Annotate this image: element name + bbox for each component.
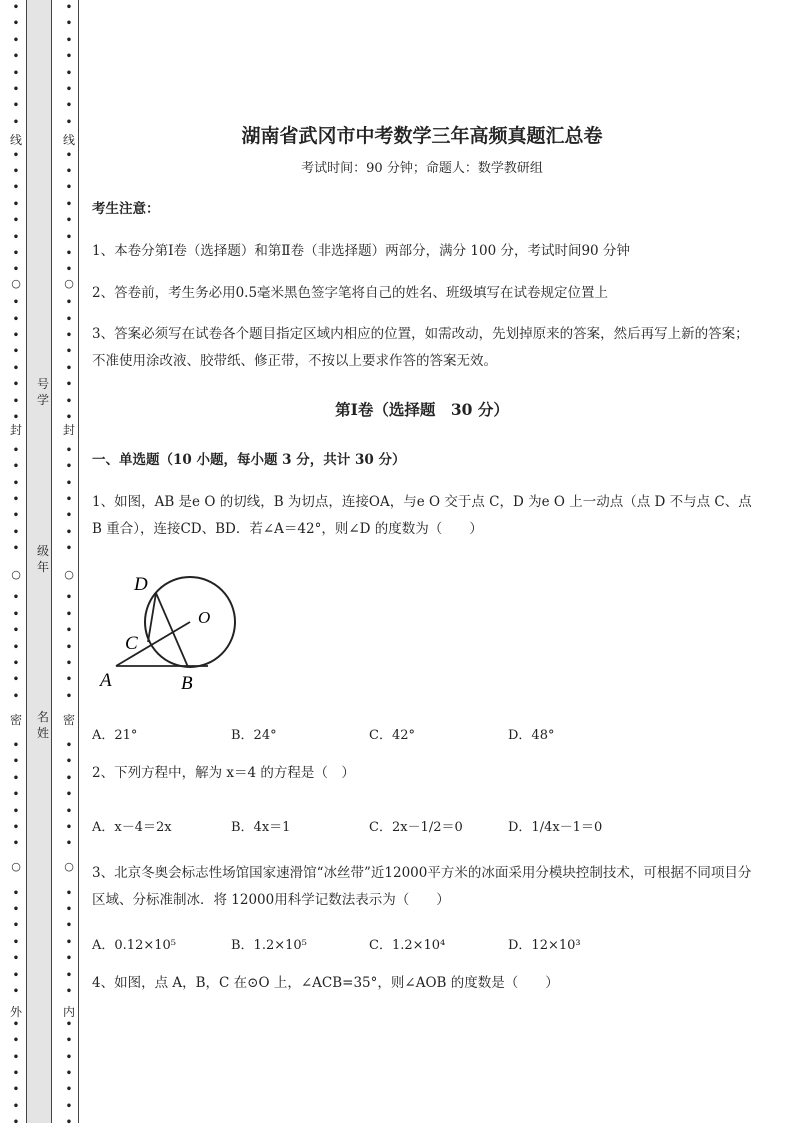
margin-mark-wai: 外 [10, 1005, 23, 1019]
margin-dot: • [12, 395, 20, 407]
section-title: 第Ⅰ卷（选择题 30 分） [335, 400, 509, 419]
page-title: 湖南省武冈市中考数学三年高频真题汇总卷 [241, 125, 603, 147]
margin-dot: • [65, 1051, 73, 1063]
margin-dot: • [65, 362, 73, 374]
margin-dot: • [65, 953, 73, 965]
point-label-d: D [134, 574, 148, 595]
binding-line-left [26, 0, 27, 1123]
margin-dot: • [12, 215, 20, 227]
margin-dot: • [12, 116, 20, 128]
margin-dot: • [12, 805, 20, 817]
margin-ring: ○ [64, 568, 74, 581]
margin-dot: • [65, 51, 73, 63]
margin-dot: • [65, 412, 73, 423]
option-a[interactable]: A．x－4＝2x [92, 820, 172, 835]
margin-dot: • [65, 822, 73, 833]
margin-dot: • [12, 756, 20, 768]
margin-dot: • [65, 461, 73, 473]
margin-dot: • [12, 674, 20, 686]
margin-mark-mi: 密 [10, 713, 23, 727]
question-3-options [92, 934, 752, 964]
question-3-stem: 3、北京冬奥会标志性场馆国家速滑馆“冰丝带”近12000平方米的冰面采用分模块控制技术，可根据不同项目分区域、分标准制冰．将 12000用科学记数法表示为（ ） [92, 865, 752, 908]
margin-dot: • [65, 231, 73, 243]
point-label-c: C [125, 633, 138, 654]
binding-line-right [78, 0, 79, 1123]
part-heading: 一、单选题（10 小题，每小题 3 分，共计 30 分） [92, 452, 406, 468]
margin-dot: • [65, 969, 73, 981]
margin-dot: • [12, 772, 20, 784]
margin-dot: • [12, 740, 20, 751]
margin-dot: • [12, 510, 20, 522]
option-d[interactable]: D．48° [508, 728, 555, 743]
option-a[interactable]: A．0.12×10⁵ [92, 938, 176, 953]
margin-dot: • [65, 149, 73, 161]
margin-dot: • [65, 526, 73, 538]
margin-dot: • [65, 346, 73, 358]
margin-dot: • [65, 395, 73, 407]
margin-dot: • [12, 51, 20, 63]
segment-dc [148, 593, 156, 642]
option-d[interactable]: D．12×10³ [508, 938, 581, 953]
margin-dot: • [12, 379, 20, 391]
margin-dot: • [12, 936, 20, 948]
margin-dot: • [12, 346, 20, 358]
margin-mark-xian: 线 [63, 133, 76, 147]
margin-dot: • [65, 1100, 73, 1112]
margin-dot: • [12, 608, 20, 620]
margin-dot: • [12, 412, 20, 423]
point-label-b: B [181, 673, 193, 693]
margin-dot: • [65, 936, 73, 948]
margin-dot: • [65, 100, 73, 112]
margin-dot: • [12, 1117, 20, 1129]
margin-dot: • [12, 100, 20, 112]
margin-dot: • [65, 1018, 73, 1030]
margin-dot: • [12, 362, 20, 374]
notice-item: 2、答卷前，考生务必用0.5毫米黑色签字笔将自己的姓名、班级填写在试卷规定位置上 [92, 285, 609, 301]
question-1-options [92, 724, 752, 754]
margin-dot: • [12, 231, 20, 243]
margin-dot: • [65, 84, 73, 95]
margin-dot: • [12, 822, 20, 833]
margin-dot: • [65, 198, 73, 210]
option-c[interactable]: C．42° [369, 728, 415, 743]
margin-mark-feng: 封 [10, 423, 23, 437]
margin-dot: • [65, 641, 73, 653]
margin-dot: • [12, 1051, 20, 1063]
margin-dot: • [12, 264, 20, 276]
question-1-stem: 1、如图，AB 是e O 的切线，B 为切点，连接OA，与e O 交于点 C，D 为e O 上一动点（点 D 不与点 C、点 B 重合），连接CD、BD．若∠A＝42°，则∠D 的度数为（ ） [92, 494, 752, 537]
margin-dot: • [12, 166, 20, 177]
margin-dot: • [65, 34, 73, 46]
margin-dot: • [12, 526, 20, 538]
margin-ring: ○ [11, 568, 21, 581]
margin-dot: • [65, 674, 73, 686]
margin-label-nianji: 级 年 [36, 544, 49, 574]
margin-dot: • [65, 2, 73, 13]
margin-mark-mi: 密 [63, 713, 76, 727]
margin-dot: • [12, 477, 20, 489]
margin-dot: • [65, 1035, 73, 1047]
margin-mark-feng: 封 [63, 423, 76, 437]
margin-dot: • [65, 67, 73, 79]
margin-dot: • [65, 1117, 73, 1129]
margin-dot: • [12, 444, 20, 456]
margin-mark-xian: 线 [10, 133, 23, 147]
margin-dot: • [12, 1084, 20, 1096]
margin-dot: • [65, 740, 73, 751]
margin-mark-nei: 内 [63, 1005, 76, 1019]
margin-dot: • [65, 215, 73, 227]
margin-ring: ○ [64, 277, 74, 290]
margin-dot: • [65, 477, 73, 489]
margin-dot: • [65, 18, 73, 30]
margin-dot: • [12, 953, 20, 965]
question-4-stem: 4、如图，点 A，B，C 在⊙O 上，∠ACB=35°，则∠AOB 的度数是（ ） [92, 975, 559, 991]
margin-dot: • [12, 592, 20, 604]
margin-dot: • [12, 543, 20, 555]
margin-dot: • [65, 494, 73, 505]
point-label-a: A [100, 670, 112, 691]
margin-dot: • [12, 182, 20, 194]
margin-dot: • [12, 838, 20, 850]
question-2-stem: 2、下列方程中，解为 x＝4 的方程是（ ） [92, 765, 355, 781]
margin-dot: • [12, 330, 20, 341]
option-d[interactable]: D．1/4x－1＝0 [508, 820, 603, 835]
margin-dot: • [65, 608, 73, 620]
margin-dot: • [12, 34, 20, 46]
notice-item: 3、答案必须写在试卷各个题目指定区域内相应的位置，如需改动，先划掉原来的答案，然后再写上新的答案；不准使用涂改液、胶带纸、修正带，不按以上要求作答的答案无效。 [92, 326, 749, 369]
margin-ring: ○ [64, 860, 74, 873]
margin-dot: • [65, 986, 73, 997]
margin-dot: • [12, 2, 20, 13]
margin-dot: • [12, 297, 20, 309]
margin-dot: • [65, 920, 73, 932]
margin-dot: • [12, 461, 20, 473]
binding-line-mid [51, 0, 52, 1123]
margin-dot: • [65, 543, 73, 555]
margin-dot: • [65, 166, 73, 177]
option-b[interactable]: B．24° [231, 728, 277, 743]
margin-dot: • [12, 1035, 20, 1047]
margin-label-xingming: 名 姓 [36, 710, 49, 740]
margin-dot: • [12, 248, 20, 259]
notice-heading: 考生注意： [92, 201, 160, 217]
margin-dot: • [65, 444, 73, 456]
margin-dot: • [12, 198, 20, 210]
margin-dot: • [65, 904, 73, 915]
margin-dot: • [65, 658, 73, 669]
margin-dot: • [65, 838, 73, 850]
margin-dot: • [65, 330, 73, 341]
margin-dot: • [65, 887, 73, 899]
right-dot-column [63, 0, 76, 1129]
margin-dot: • [12, 1018, 20, 1030]
margin-dot: • [12, 641, 20, 653]
option-c[interactable]: C．2x－1/2＝0 [369, 820, 463, 835]
margin-dot: • [65, 297, 73, 309]
margin-dot: • [12, 84, 20, 95]
margin-dot: • [12, 690, 20, 702]
margin-dot: • [12, 887, 20, 899]
exam-subtitle: 考试时间：90 分钟；命题人：数学教研组 [301, 161, 543, 176]
margin-dot: • [65, 182, 73, 194]
margin-dot: • [12, 920, 20, 932]
margin-dot: • [65, 625, 73, 637]
margin-dot: • [12, 625, 20, 637]
margin-dot: • [12, 67, 20, 79]
margin-dot: • [65, 1068, 73, 1079]
margin-dot: • [12, 986, 20, 997]
margin-dot: • [65, 789, 73, 801]
margin-dot: • [65, 805, 73, 817]
margin-dot: • [65, 248, 73, 259]
margin-dot: • [12, 904, 20, 915]
margin-dot: • [12, 149, 20, 161]
margin-dot: • [12, 1068, 20, 1079]
option-b[interactable]: B．4x＝1 [231, 820, 291, 835]
left-dot-column [10, 0, 23, 1129]
margin-dot: • [12, 658, 20, 669]
margin-dot: • [65, 772, 73, 784]
margin-label-xuehao: 号 学 [36, 377, 49, 407]
option-b[interactable]: B．1.2×10⁵ [231, 938, 307, 953]
margin-dot: • [65, 379, 73, 391]
margin-dot: • [65, 690, 73, 702]
margin-dot: • [65, 510, 73, 522]
margin-dot: • [12, 313, 20, 325]
margin-dot: • [12, 18, 20, 30]
margin-dot: • [65, 592, 73, 604]
margin-dot: • [65, 264, 73, 276]
margin-dot: • [12, 969, 20, 981]
notice-item: 1、本卷分第Ⅰ卷（选择题）和第Ⅱ卷（非选择题）两部分，满分 100 分，考试时间90 分钟 [92, 243, 630, 259]
option-a[interactable]: A．21° [92, 728, 138, 743]
margin-dot: • [65, 1084, 73, 1096]
question-2-options [92, 816, 752, 846]
margin-dot: • [65, 756, 73, 768]
margin-dot: • [65, 313, 73, 325]
circle-tangent-figure [92, 568, 252, 693]
margin-ring: ○ [11, 860, 21, 873]
margin-dot: • [12, 1100, 20, 1112]
margin-dot: • [12, 789, 20, 801]
point-label-o: O [198, 608, 211, 627]
margin-dot: • [12, 494, 20, 505]
margin-dot: • [65, 116, 73, 128]
option-c[interactable]: C．1.2×10⁴ [369, 938, 446, 953]
margin-ring: ○ [11, 277, 21, 290]
